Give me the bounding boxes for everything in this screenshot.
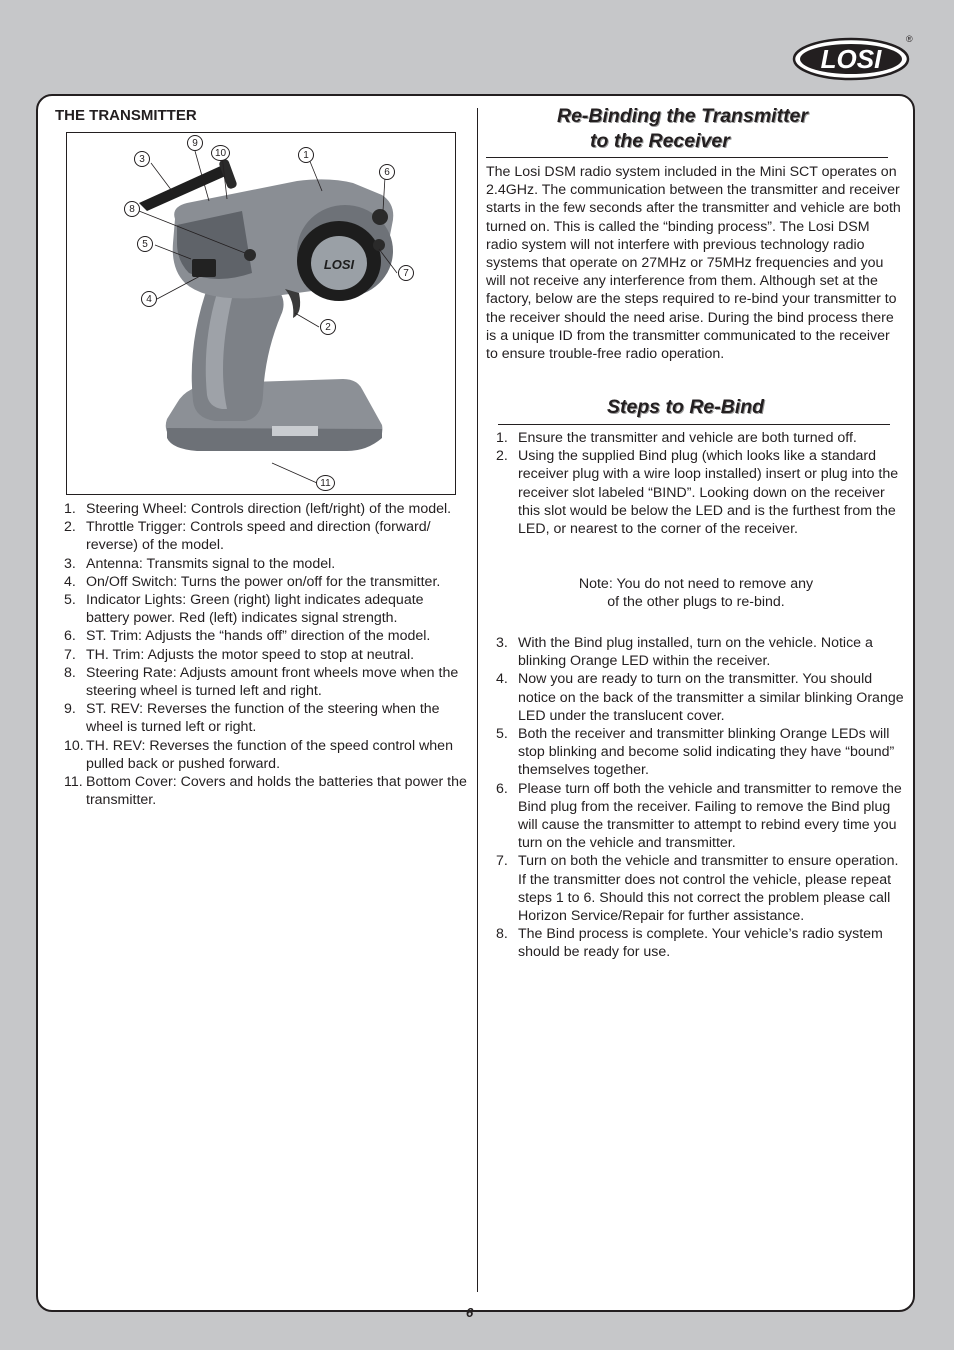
list-item: 3. Antenna: Transmits signal to the model.	[64, 555, 336, 572]
list-item: 9. ST. REV: Reverses the function of the steering when the wheel is turned left or right.	[64, 701, 440, 736]
transmitter-illustration	[67, 133, 455, 494]
list-item: 5. Indicator Lights: Green (right) light indicates adequate battery power. Red (left) indicates signal strength.	[64, 592, 424, 627]
list-item: 5. Both the receiver and transmitter blinking Orange LEDs will stop blinking and become solid indicating they have “bound” themselves together.	[496, 726, 895, 779]
list-item: 6. ST. Trim: Adjusts the “hands off” direction of the model.	[64, 628, 431, 645]
callout-3: 3	[134, 151, 150, 167]
callout-6: 6	[379, 164, 395, 180]
steps-title-rule	[498, 424, 890, 425]
callout-11: 11	[316, 475, 335, 491]
transmitter-figure	[66, 132, 456, 495]
column-divider	[477, 108, 478, 1292]
callout-9: 9	[187, 135, 203, 151]
callout-8: 8	[124, 201, 140, 217]
steps-title: Steps to Re-Bind	[607, 396, 765, 418]
callout-5: 5	[137, 236, 153, 252]
rebind-title-line2: to the Receiver	[590, 130, 730, 152]
rebind-title-line1: Re-Binding the Transmitter	[557, 105, 808, 127]
steps-list-2	[496, 634, 904, 962]
registered-mark: ®	[906, 34, 913, 44]
list-item: 2. Using the supplied Bind plug (which looks like a standard receiver plug with a wire loop installed) insert or plug into the receiver slot labeled “BIND”. Looking down on the receiver this slot would be below the LED and is the furthest from the LED, or nearest to the corner of the receiver.	[496, 448, 899, 538]
list-item: 1. Steering Wheel: Controls direction (left/right) of the model.	[64, 501, 452, 517]
list-item: 4. On/Off Switch: Turns the power on/off for the transmitter.	[64, 573, 441, 590]
callout-1: 1	[298, 147, 314, 163]
list-item: 6. Please turn off both the vehicle and transmitter to remove the Bind plug from the receiver. Failing to remove the Bind plug will cause the transmitter to attempt to rebind every time you turn on the vehicle and transmitter.	[496, 780, 902, 852]
list-item: 4. Now you are ready to turn on the transmitter. You should notice on the back of the transmitter a similar blinking Orange LED under the translucent cover.	[496, 671, 904, 724]
transmitter-title: THE TRANSMITTER	[55, 107, 197, 124]
list-item: 3. With the Bind plug installed, turn on the vehicle. Notice a blinking Orange LED within the receiver.	[496, 635, 873, 670]
callout-2: 2	[320, 319, 336, 335]
list-item: 8. Steering Rate: Adjusts amount front wheels move when the steering wheel is turned left and right.	[64, 664, 459, 700]
list-item: 8. The Bind process is complete. Your vehicle’s radio system should be ready for use.	[496, 926, 883, 961]
device-logo: LOSI	[323, 257, 355, 272]
list-item: 1. Ensure the transmitter and vehicle are both turned off.	[496, 430, 857, 446]
list-item: 10. TH. REV: Reverses the function of the speed control when pulled back or pushed forward.	[64, 737, 453, 772]
callout-4: 4	[141, 291, 157, 307]
logo-text: LOSI	[820, 44, 882, 74]
callout-7: 7	[398, 265, 414, 281]
transmitter-parts-list	[64, 500, 468, 809]
callout-10: 10	[211, 145, 230, 161]
losi-logo	[792, 36, 910, 82]
list-item: 2. Throttle Trigger: Controls speed and direction (forward/ reverse) of the model.	[64, 519, 431, 554]
rebind-intro: The Losi DSM radio system included in the Mini SCT operates on 2.4GHz. The communication between the transmitter and receiver starts in the few seconds after the transmitter and vehicle are both turned on. This is called the “binding process”. The Losi DSM radio system will not interfere with previous technology radio systems that operate on 27MHz or 75MHz frequencies and you will not receive any interference from them. Although set at the factory, below are the steps required to re-bind your transmitter to the receiver should the need arise. During the bind process there is a unique ID from the transmitter communicated to the receiver to ensure trouble-free radio operation.	[486, 164, 901, 363]
rebind-title-rule	[486, 157, 888, 158]
rebind-note	[486, 575, 906, 611]
page-number: 6	[466, 1305, 474, 1320]
list-item: 7. Turn on both the vehicle and transmitter to ensure operation. If the transmitter does not control the vehicle, please repeat steps 1 to 6. Should this not correct the problem please call Horizon Service/Repair for further assistance.	[496, 853, 899, 925]
steps-list-1	[496, 429, 904, 538]
note-line-2: of the other plugs to re-bind.	[607, 594, 785, 611]
list-item: 7. TH. Trim: Adjusts the motor speed to stop at neutral.	[64, 646, 415, 663]
list-item: 11. Bottom Cover: Covers and holds the batteries that power the transmitter.	[64, 774, 467, 809]
note-line-1: Note: You do not need to remove any	[578, 576, 814, 592]
